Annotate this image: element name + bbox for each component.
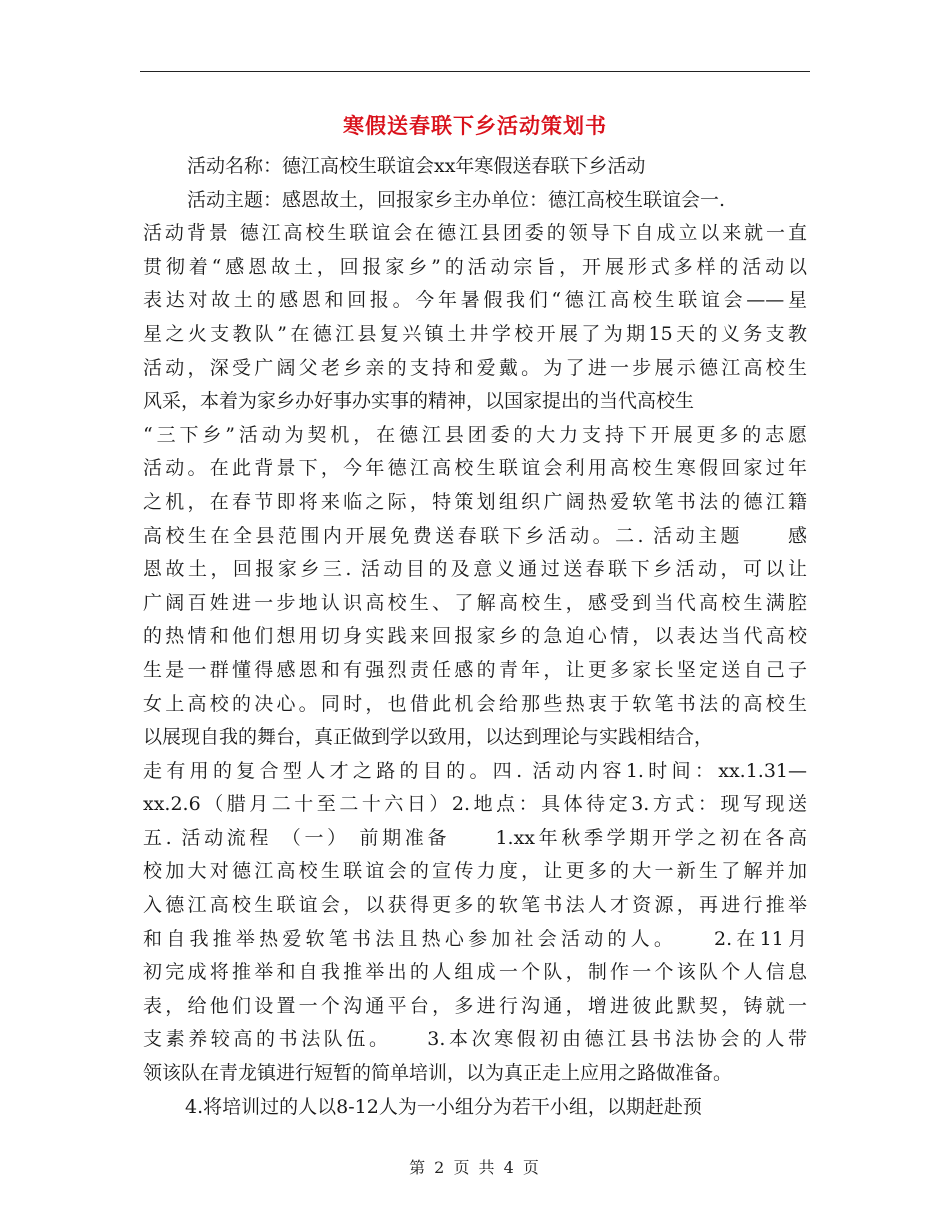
body-line: 五. 活动流程 （一） 前期准备 1.xx年秋季学期开学之初在各高 bbox=[143, 826, 807, 849]
body-line: 初完成将推举和自我推举出的人组成一个队，制作一个该队个人信息 bbox=[143, 961, 807, 984]
body-line: 的热情和他们想用切身实践来回报家乡的急迫心情，以表达当代高校 bbox=[143, 625, 807, 648]
header-rule bbox=[140, 71, 810, 72]
body-line: 校加大对德江高校生联谊会的宣传力度，让更多的大一新生了解并加 bbox=[143, 860, 807, 883]
document-body bbox=[143, 150, 807, 1124]
body-line: 生是一群懂得感恩和有强烈责任感的青年，让更多家长坚定送自己子 bbox=[143, 658, 807, 681]
page-number: 第 2 页 共 4 页 bbox=[409, 1158, 541, 1177]
body-line: “三下乡”活动为契机，在德江县团委的大力支持下开展更多的志愿 bbox=[143, 423, 807, 446]
body-line: 4.将培训过的人以8-12人为一小组分为若干小组，以期赶赴预 bbox=[185, 1095, 702, 1118]
body-line: 高校生在全县范围内开展免费送春联下乡活动。二. 活动主题 感 bbox=[143, 524, 807, 547]
body-line: 表达对故土的感恩和回报。今年暑假我们“德江高校生联谊会——星 bbox=[143, 289, 807, 312]
body-line: 星之火支教队”在德江县复兴镇土井学校开展了为期15天的义务支教 bbox=[143, 322, 807, 345]
body-line: 入德江高校生联谊会，以获得更多的软笔书法人才资源，再进行推举 bbox=[143, 894, 807, 917]
body-line: 以展现自我的舞台，真正做到学以致用，以达到理论与实践相结合， bbox=[143, 726, 714, 749]
body-line: 活动名称：德江高校生联谊会xx年寒假送春联下乡活动 bbox=[187, 155, 646, 177]
body-line: 女上高校的决心。同时，也借此机会给那些热衷于软笔书法的高校生 bbox=[143, 692, 807, 715]
body-line: 活动背景 德江高校生联谊会在德江县团委的领导下自成立以来就一直 bbox=[143, 222, 807, 245]
body-line: 恩故土，回报家乡三. 活动目的及意义通过送春联下乡活动，可以让 bbox=[143, 558, 807, 581]
body-line: 风采，本着为家乡办好事办实事的精神，以国家提出的当代高校生 bbox=[143, 390, 695, 413]
body-line: 广阔百姓进一步地认识高校生、了解高校生，感受到当代高校生满腔 bbox=[143, 591, 807, 614]
body-line: 和自我推举热爱软笔书法且热心参加社会活动的人。 2.在11月 bbox=[143, 927, 807, 950]
body-line: xx.2.6（腊月二十至二十六日）2.地点：具体待定3.方式：现写现送 bbox=[143, 793, 807, 816]
body-line: 之机，在春节即将来临之际，特策划组织广阔热爱软笔书法的德江籍 bbox=[143, 490, 807, 513]
body-line: 领该队在青龙镇进行短暂的简单培训，以为真正走上应用之路做准备。 bbox=[143, 1062, 733, 1085]
document-title: 寒假送春联下乡活动策划书 bbox=[343, 113, 607, 138]
body-line: 表，给他们设置一个沟通平台，多进行沟通，增进彼此默契，铸就一 bbox=[143, 994, 807, 1017]
body-line: 贯彻着“感恩故土，回报家乡”的活动宗旨，开展形式多样的活动以 bbox=[143, 255, 807, 278]
body-line: 活动。在此背景下，今年德江高校生联谊会利用高校生寒假回家过年 bbox=[143, 457, 807, 480]
body-line: 活动主题：感恩故土，回报家乡主办单位：德江高校生联谊会一. bbox=[187, 188, 726, 211]
body-line: 活动，深受广阔父老乡亲的支持和爱戴。为了进一步展示德江高校生 bbox=[143, 356, 807, 379]
body-line: 走有用的复合型人才之路的目的。四. 活动内容1.时间：xx.1.31— bbox=[143, 759, 807, 782]
body-line: 支素养较高的书法队伍。 3.本次寒假初由德江县书法协会的人带 bbox=[143, 1028, 807, 1051]
